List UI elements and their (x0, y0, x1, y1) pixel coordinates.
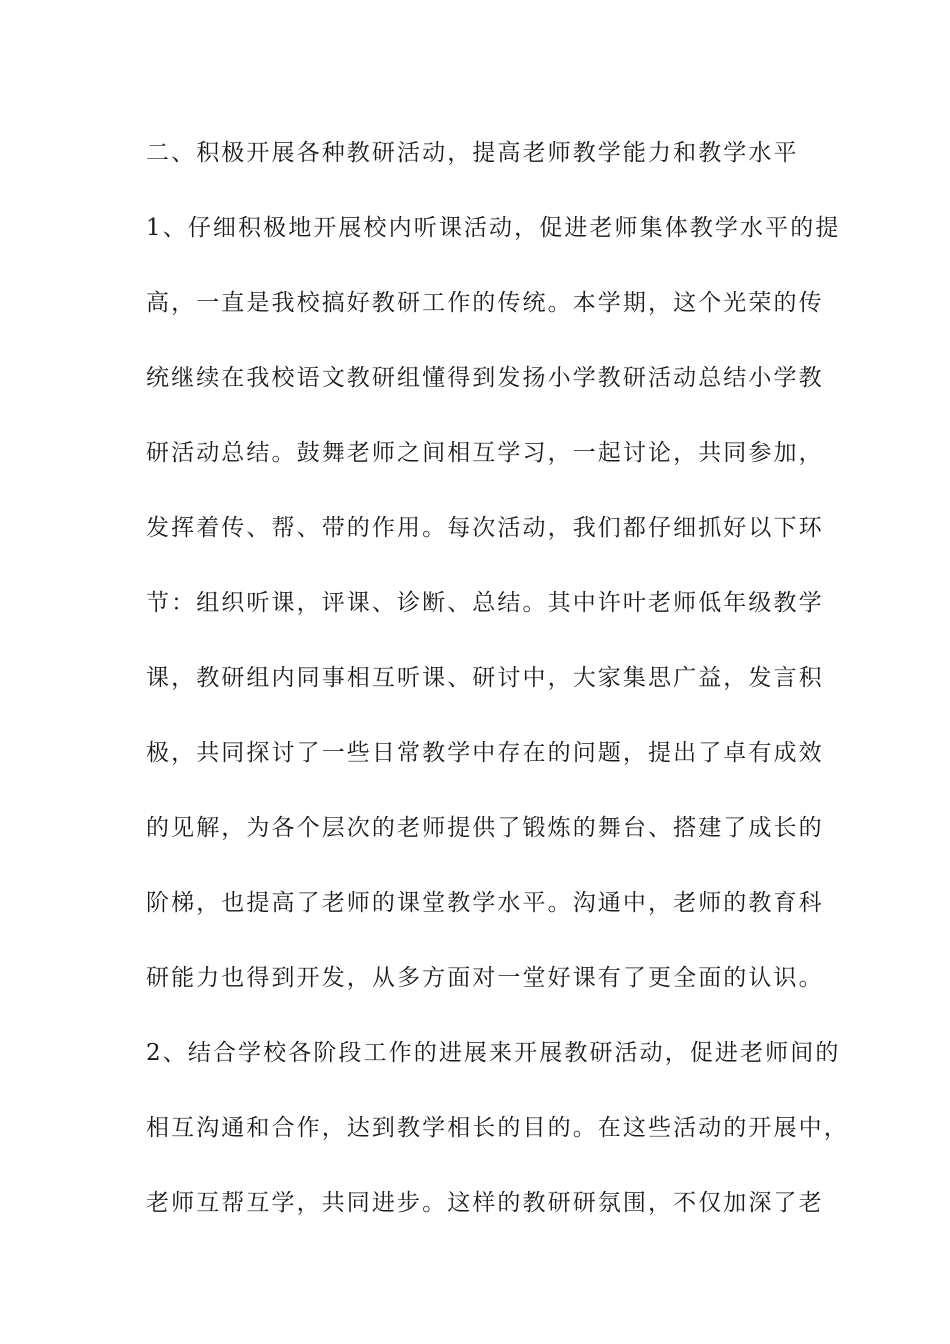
paragraph-line: 课，教研组内同事相互听课、研讨中，大家集思广益，发言积 (146, 665, 824, 691)
section-heading: 二、积极开展各种教研活动，提高老师教学能力和教学水平 (146, 140, 799, 166)
paragraph-line: 极，共同探讨了一些日常教学中存在的问题，提出了卓有成效 (146, 740, 824, 766)
paragraph-line: 研活动总结。鼓舞老师之间相互学习，一起讨论，共同参加， (146, 440, 824, 466)
paragraph-line: 1、仔细积极地开展校内听课活动，促进老师集体教学水平的提 (146, 215, 841, 241)
paragraph-line: 节：组织听课，评课、诊断、总结。其中许叶老师低年级教学 (146, 590, 824, 616)
document-body (146, 133, 849, 1258)
paragraph-line: 发挥着传、帮、带的作用。每次活动，我们都仔细抓好以下环 (146, 515, 824, 541)
paragraph-line: 的见解，为各个层次的老师提供了锻炼的舞台、搭建了成长的 (146, 815, 824, 841)
paragraph-line: 研能力也得到开发，从多方面对一堂好课有了更全面的认识。 (146, 965, 824, 991)
paragraph-line: 2、结合学校各阶段工作的进展来开展教研活动，促进老师间的 (146, 1040, 841, 1066)
paragraph-line: 老师互帮互学，共同进步。这样的教研研氛围，不仅加深了老 (146, 1190, 824, 1216)
paragraph-line: 阶梯，也提高了老师的课堂教学水平。沟通中，老师的教育科 (146, 890, 824, 916)
paragraph-line: 统继续在我校语文教研组懂得到发扬小学教研活动总结小学教 (146, 365, 824, 391)
paragraph-line: 相互沟通和合作，达到教学相长的目的。在这些活动的开展中， (146, 1115, 849, 1141)
paragraph-line: 高，一直是我校搞好教研工作的传统。本学期，这个光荣的传 (146, 290, 824, 316)
